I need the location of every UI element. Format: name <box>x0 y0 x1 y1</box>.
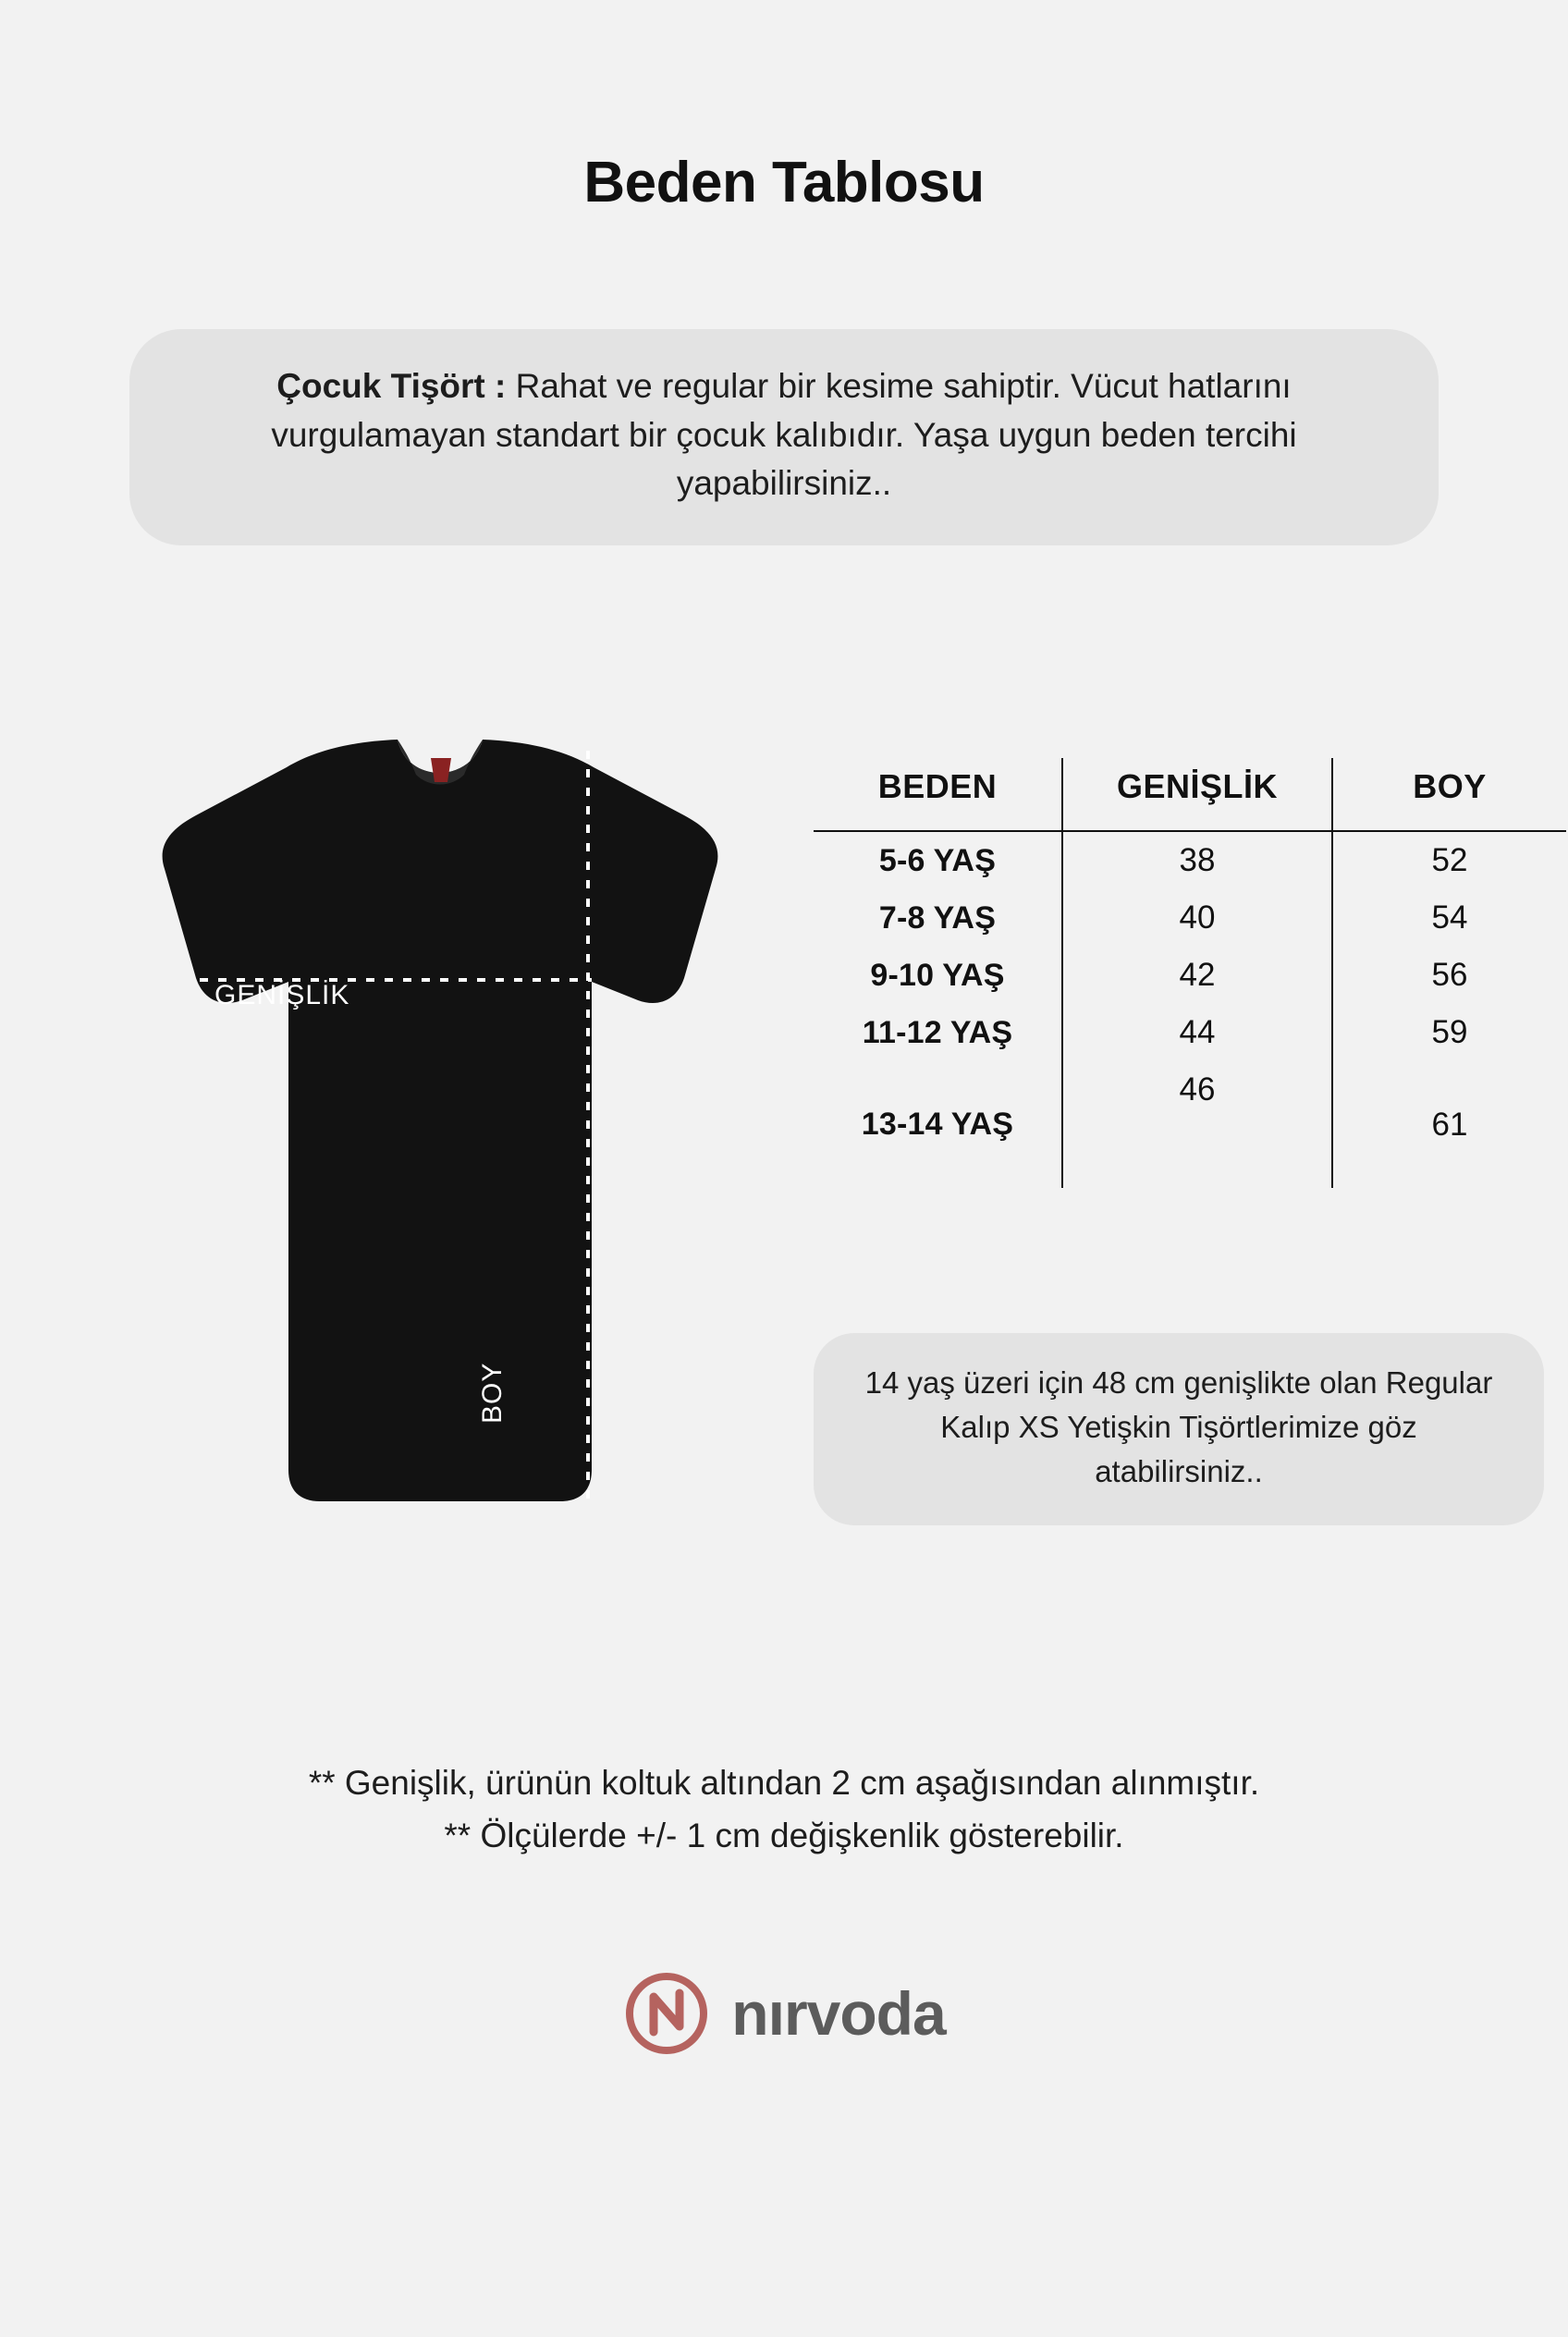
cell-genislik: 42 <box>1062 947 1332 1004</box>
size-table-container <box>814 758 1568 1188</box>
table-row <box>814 947 1566 1004</box>
product-fit-text: Rahat ve regular bir kesime sahiptir. Vücut hatlarını vurgulamayan standart bir çocuk kalıbıdır. Yaşa uygun beden tercihi yapabilirsiniz.. <box>271 367 1297 503</box>
cell-beden: 7-8 YAŞ <box>878 899 997 936</box>
column-header-beden: BEDEN <box>877 767 998 805</box>
tshirt-illustration <box>37 730 832 1562</box>
size-table-head <box>814 758 1566 831</box>
cell-genislik: 38 <box>1062 831 1332 889</box>
size-table-body <box>814 831 1566 1188</box>
nirvoda-n-logo-icon <box>622 1969 711 2058</box>
table-row <box>814 889 1566 947</box>
column-header-boy: BOY <box>1413 767 1487 805</box>
table-header-row <box>814 758 1566 831</box>
cell-genislik: 40 <box>1062 889 1332 947</box>
cell-genislik: 46 <box>1062 1061 1332 1188</box>
brand-logo <box>0 1969 1568 2058</box>
illustration-width-label: GENİŞLİK <box>214 980 350 1010</box>
cell-boy: 54 <box>1431 899 1468 936</box>
cell-boy: 59 <box>1431 1014 1468 1050</box>
product-fit-label: Çocuk Tişört : <box>276 367 507 405</box>
tshirt-shape-icon <box>37 730 832 1562</box>
cell-boy: 52 <box>1431 842 1468 878</box>
table-row <box>814 831 1566 889</box>
cell-beden: 9-10 YAŞ <box>870 957 1005 993</box>
adult-size-note: 14 yaş üzeri için 48 cm genişlikte olan Regular Kalıp XS Yetişkin Tişörtlerimize göz atabilirsiniz.. <box>814 1333 1544 1525</box>
footnotes <box>0 1756 1568 1863</box>
cell-beden: 5-6 YAŞ <box>878 842 997 878</box>
cell-beden: 11-12 YAŞ <box>862 1014 1013 1050</box>
product-fit-description <box>129 329 1439 545</box>
illustration-length-label: BOY <box>477 1362 508 1424</box>
column-header-genislik: GENİŞLİK <box>1062 758 1332 831</box>
brand-name: nırvoda <box>731 1979 946 2048</box>
table-row <box>814 1004 1566 1061</box>
cell-boy: 61 <box>1431 1106 1468 1143</box>
size-table <box>814 758 1566 1188</box>
table-row <box>814 1061 1566 1188</box>
page-title: Beden Tablosu <box>583 151 985 214</box>
cell-genislik: 44 <box>1062 1004 1332 1061</box>
cell-beden: 13-14 YAŞ <box>861 1107 1014 1142</box>
cell-boy: 56 <box>1431 957 1468 993</box>
footnote-line-1: ** Genişlik, ürünün koltuk altından 2 cm aşağısından alınmıştır. <box>308 1764 1260 1802</box>
footnote-line-2: ** Ölçülerde +/- 1 cm değişkenlik gösterebilir. <box>444 1817 1124 1855</box>
